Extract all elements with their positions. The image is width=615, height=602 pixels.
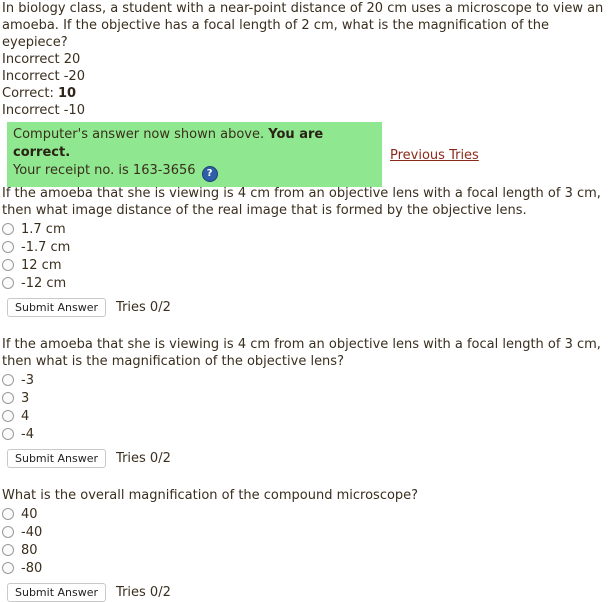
attempt-4-status: Incorrect [2, 103, 60, 118]
option-label: -40 [21, 524, 43, 540]
radio-button[interactable] [2, 410, 14, 422]
radio-button[interactable] [2, 428, 14, 440]
feedback-correct-label: You are correct. [13, 127, 324, 160]
q3-submit-row [7, 449, 612, 468]
q2-option-1[interactable] [2, 220, 612, 238]
attempt-1-status: Incorrect [2, 52, 60, 67]
radio-button[interactable] [2, 259, 14, 271]
attempt-2-value: -20 [63, 69, 85, 84]
feedback-message: Computer's answer now shown above. [13, 127, 265, 142]
q3-tries-count: Tries 0/2 [116, 451, 171, 466]
option-label: 4 [21, 408, 30, 424]
question-mark-icon[interactable]: ? [202, 166, 218, 182]
radio-button[interactable] [2, 526, 14, 538]
q2-option-2[interactable] [2, 238, 612, 256]
q2-option-4[interactable] [2, 274, 612, 292]
attempt-1-value: 20 [63, 52, 81, 67]
q2-tries-count: Tries 0/2 [116, 300, 171, 315]
radio-button[interactable] [2, 392, 14, 404]
question-4 [2, 487, 612, 602]
radio-button[interactable] [2, 544, 14, 556]
option-label: -80 [21, 560, 43, 576]
correct-feedback-box [7, 122, 382, 187]
radio-button[interactable] [2, 508, 14, 520]
q3-submit-answer-button[interactable]: Submit Answer [7, 449, 106, 468]
q4-option-1[interactable] [2, 505, 612, 523]
q4-submit-answer-button[interactable]: Submit Answer [7, 583, 106, 602]
radio-button[interactable] [2, 223, 14, 235]
option-label: 1.7 cm [21, 221, 66, 237]
option-label: 40 [21, 506, 38, 522]
question-2-text: If the amoeba that she is viewing is 4 cm from an objective lens with a focal length of 3 cm, then what image distance of the real image that is formed by the objective lens. [2, 186, 601, 218]
option-label: 80 [21, 542, 38, 558]
previous-attempts-list [2, 51, 612, 119]
q2-submit-answer-button[interactable]: Submit Answer [7, 298, 106, 317]
q4-submit-row [7, 583, 612, 602]
option-label: 12 cm [21, 257, 62, 273]
question-1 [2, 0, 612, 119]
q4-tries-count: Tries 0/2 [116, 585, 171, 600]
previous-tries-link[interactable]: Previous Tries [390, 148, 479, 163]
attempt-4-value: -10 [63, 103, 85, 118]
q3-option-1[interactable] [2, 371, 612, 389]
radio-button[interactable] [2, 562, 14, 574]
receipt-number: Your receipt no. is 163-3656 [13, 163, 196, 178]
option-label: -1.7 cm [21, 239, 71, 255]
question-2 [2, 185, 612, 317]
radio-button[interactable] [2, 374, 14, 386]
attempt-4 [2, 102, 612, 119]
attempt-3-status: Correct: [2, 86, 54, 101]
option-label: -4 [21, 426, 34, 442]
question-3-text: If the amoeba that she is viewing is 4 cm from an objective lens with a focal length of 3 cm, then what is the magnification of the objective lens? [2, 337, 601, 369]
feedback-line-2 [13, 162, 376, 182]
q2-submit-row [7, 298, 612, 317]
q2-option-3[interactable] [2, 256, 612, 274]
option-label: -3 [21, 372, 34, 388]
q3-option-2[interactable] [2, 389, 612, 407]
attempt-3-value: 10 [57, 86, 77, 101]
question-3 [2, 336, 612, 468]
radio-button[interactable] [2, 277, 14, 289]
radio-button[interactable] [2, 241, 14, 253]
question-4-text: What is the overall magnification of the compound microscope? [2, 488, 419, 503]
attempt-1 [2, 51, 612, 68]
q4-option-2[interactable] [2, 523, 612, 541]
question-1-text: In biology class, a student with a near-point distance of 20 cm uses a microscope to view an amoeba. If the objective has a focal length of 2 cm, what is the magnification of the eyepiece? [2, 1, 604, 50]
feedback-line-1 [13, 126, 376, 162]
q3-option-4[interactable] [2, 425, 612, 443]
attempt-2 [2, 68, 612, 85]
q4-option-4[interactable] [2, 559, 612, 577]
option-label: 3 [21, 390, 30, 406]
q3-option-3[interactable] [2, 407, 612, 425]
attempt-2-status: Incorrect [2, 69, 60, 84]
attempt-3 [2, 85, 612, 102]
feedback-row [7, 122, 479, 187]
option-label: -12 cm [21, 275, 67, 291]
q4-option-3[interactable] [2, 541, 612, 559]
